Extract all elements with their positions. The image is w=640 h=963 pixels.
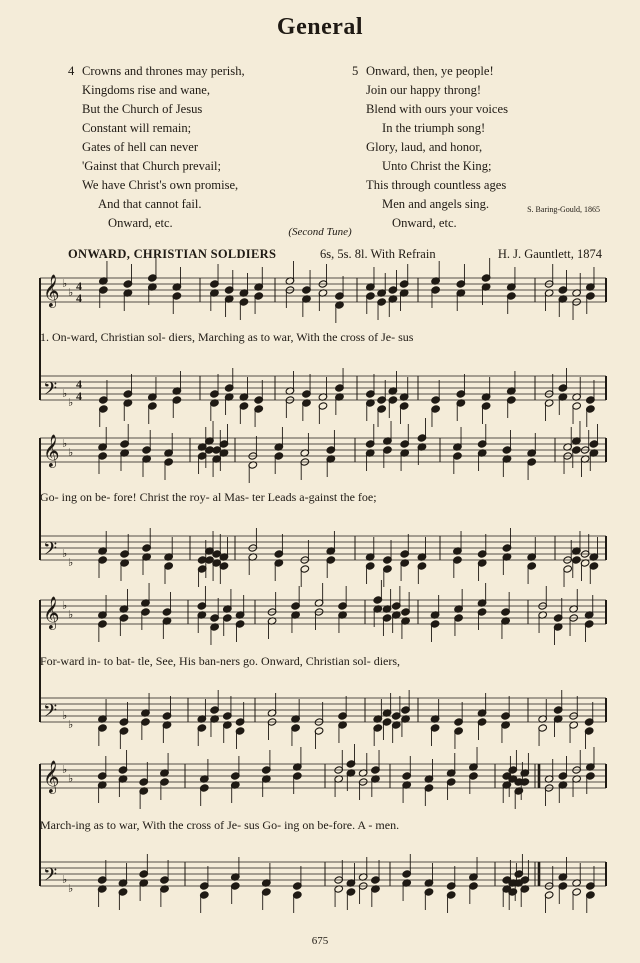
- flat-sign: ♭: [62, 709, 68, 722]
- time-signature: 4: [76, 377, 82, 391]
- flat-sign: ♭: [68, 882, 74, 895]
- flat-sign: ♭: [68, 556, 74, 569]
- verse-line: Onward, etc.: [392, 216, 457, 230]
- time-signature: 4: [76, 389, 82, 403]
- verse-line: Join our happy throng!: [366, 83, 482, 97]
- bass-clef: 𝄢: [43, 701, 58, 726]
- verse-line: Constant will remain;: [82, 121, 192, 135]
- flat-sign: ♭: [68, 772, 74, 785]
- time-signature: 4: [76, 291, 82, 305]
- verse-line: Unto Christ the King;: [382, 159, 492, 173]
- verse-line: Onward, etc.: [108, 216, 173, 230]
- flat-sign: ♭: [68, 446, 74, 459]
- verse-line: 5 Onward, then, ye people!: [352, 62, 508, 81]
- flat-sign: ♭: [68, 396, 74, 409]
- flat-sign: ♭: [62, 599, 68, 612]
- treble-clef: 𝄞: [43, 760, 60, 793]
- lyric-line-3: For-ward in- to bat- tle, See, His ban-ners go. Onward, Christian sol- diers,: [40, 654, 401, 668]
- flat-sign: ♭: [62, 547, 68, 560]
- verse-line: 4 Crowns and thrones may perish,: [68, 62, 245, 81]
- flat-sign: ♭: [68, 718, 74, 731]
- page-number: 675: [311, 935, 329, 947]
- treble-clef: 𝄞: [43, 274, 60, 307]
- flat-sign: ♭: [62, 387, 68, 400]
- treble-clef: 𝄞: [43, 434, 60, 467]
- second-tune-label: (Second Tune): [288, 226, 352, 238]
- verse-line: Blend with ours your voices: [366, 102, 509, 116]
- author-credit: S. Baring-Gould, 1865: [527, 205, 600, 214]
- bass-clef: 𝄢: [43, 379, 58, 404]
- lyric-line-2: Go- ing on be- fore! Christ the roy- al Mas- ter Leads a-gainst the foe;: [40, 490, 377, 504]
- verse-line: But the Church of Jesus: [82, 102, 203, 116]
- flat-sign: ♭: [62, 763, 68, 776]
- verse-line: And that cannot fail.: [98, 197, 202, 211]
- verse-line: This through countless ages: [366, 178, 507, 192]
- verse-line: We have Christ's own promise,: [82, 178, 239, 192]
- verse-line: Gates of hell can never: [82, 140, 199, 154]
- verse-line: Men and angels sing.: [382, 197, 490, 211]
- treble-clef: 𝄞: [43, 596, 60, 629]
- flat-sign: ♭: [62, 277, 68, 290]
- tune-meter: 6s, 5s. 8l. With Refrain: [320, 247, 436, 261]
- flat-sign: ♭: [62, 873, 68, 886]
- verse-line: In the triumph song!: [382, 121, 486, 135]
- verse-line: Kingdoms rise and wane,: [82, 83, 211, 97]
- flat-sign: ♭: [68, 286, 74, 299]
- flat-sign: ♭: [62, 437, 68, 450]
- tune-name: ONWARD, CHRISTIAN SOLDIERS: [68, 247, 277, 261]
- verse-line: Glory, laud, and honor,: [366, 140, 483, 154]
- verse-line: 'Gainst that Church prevail;: [82, 159, 222, 173]
- bass-clef: 𝄢: [43, 539, 58, 564]
- time-signature: 4: [76, 279, 82, 293]
- lyric-line-4: March-ing as to war, With the cross of Je- sus Go- ing on be-fore. A - men.: [40, 818, 400, 832]
- lyric-line-1: 1. On-ward, Christian sol- diers, Marching as to war, With the cross of Je- sus: [40, 330, 414, 344]
- flat-sign: ♭: [68, 608, 74, 621]
- page-title: General: [276, 14, 364, 40]
- bass-clef: 𝄢: [43, 865, 58, 890]
- verse-number: 4: [68, 64, 75, 78]
- tune-composer: H. J. Gauntlett, 1874: [497, 247, 602, 261]
- verse-number: 5: [352, 64, 359, 78]
